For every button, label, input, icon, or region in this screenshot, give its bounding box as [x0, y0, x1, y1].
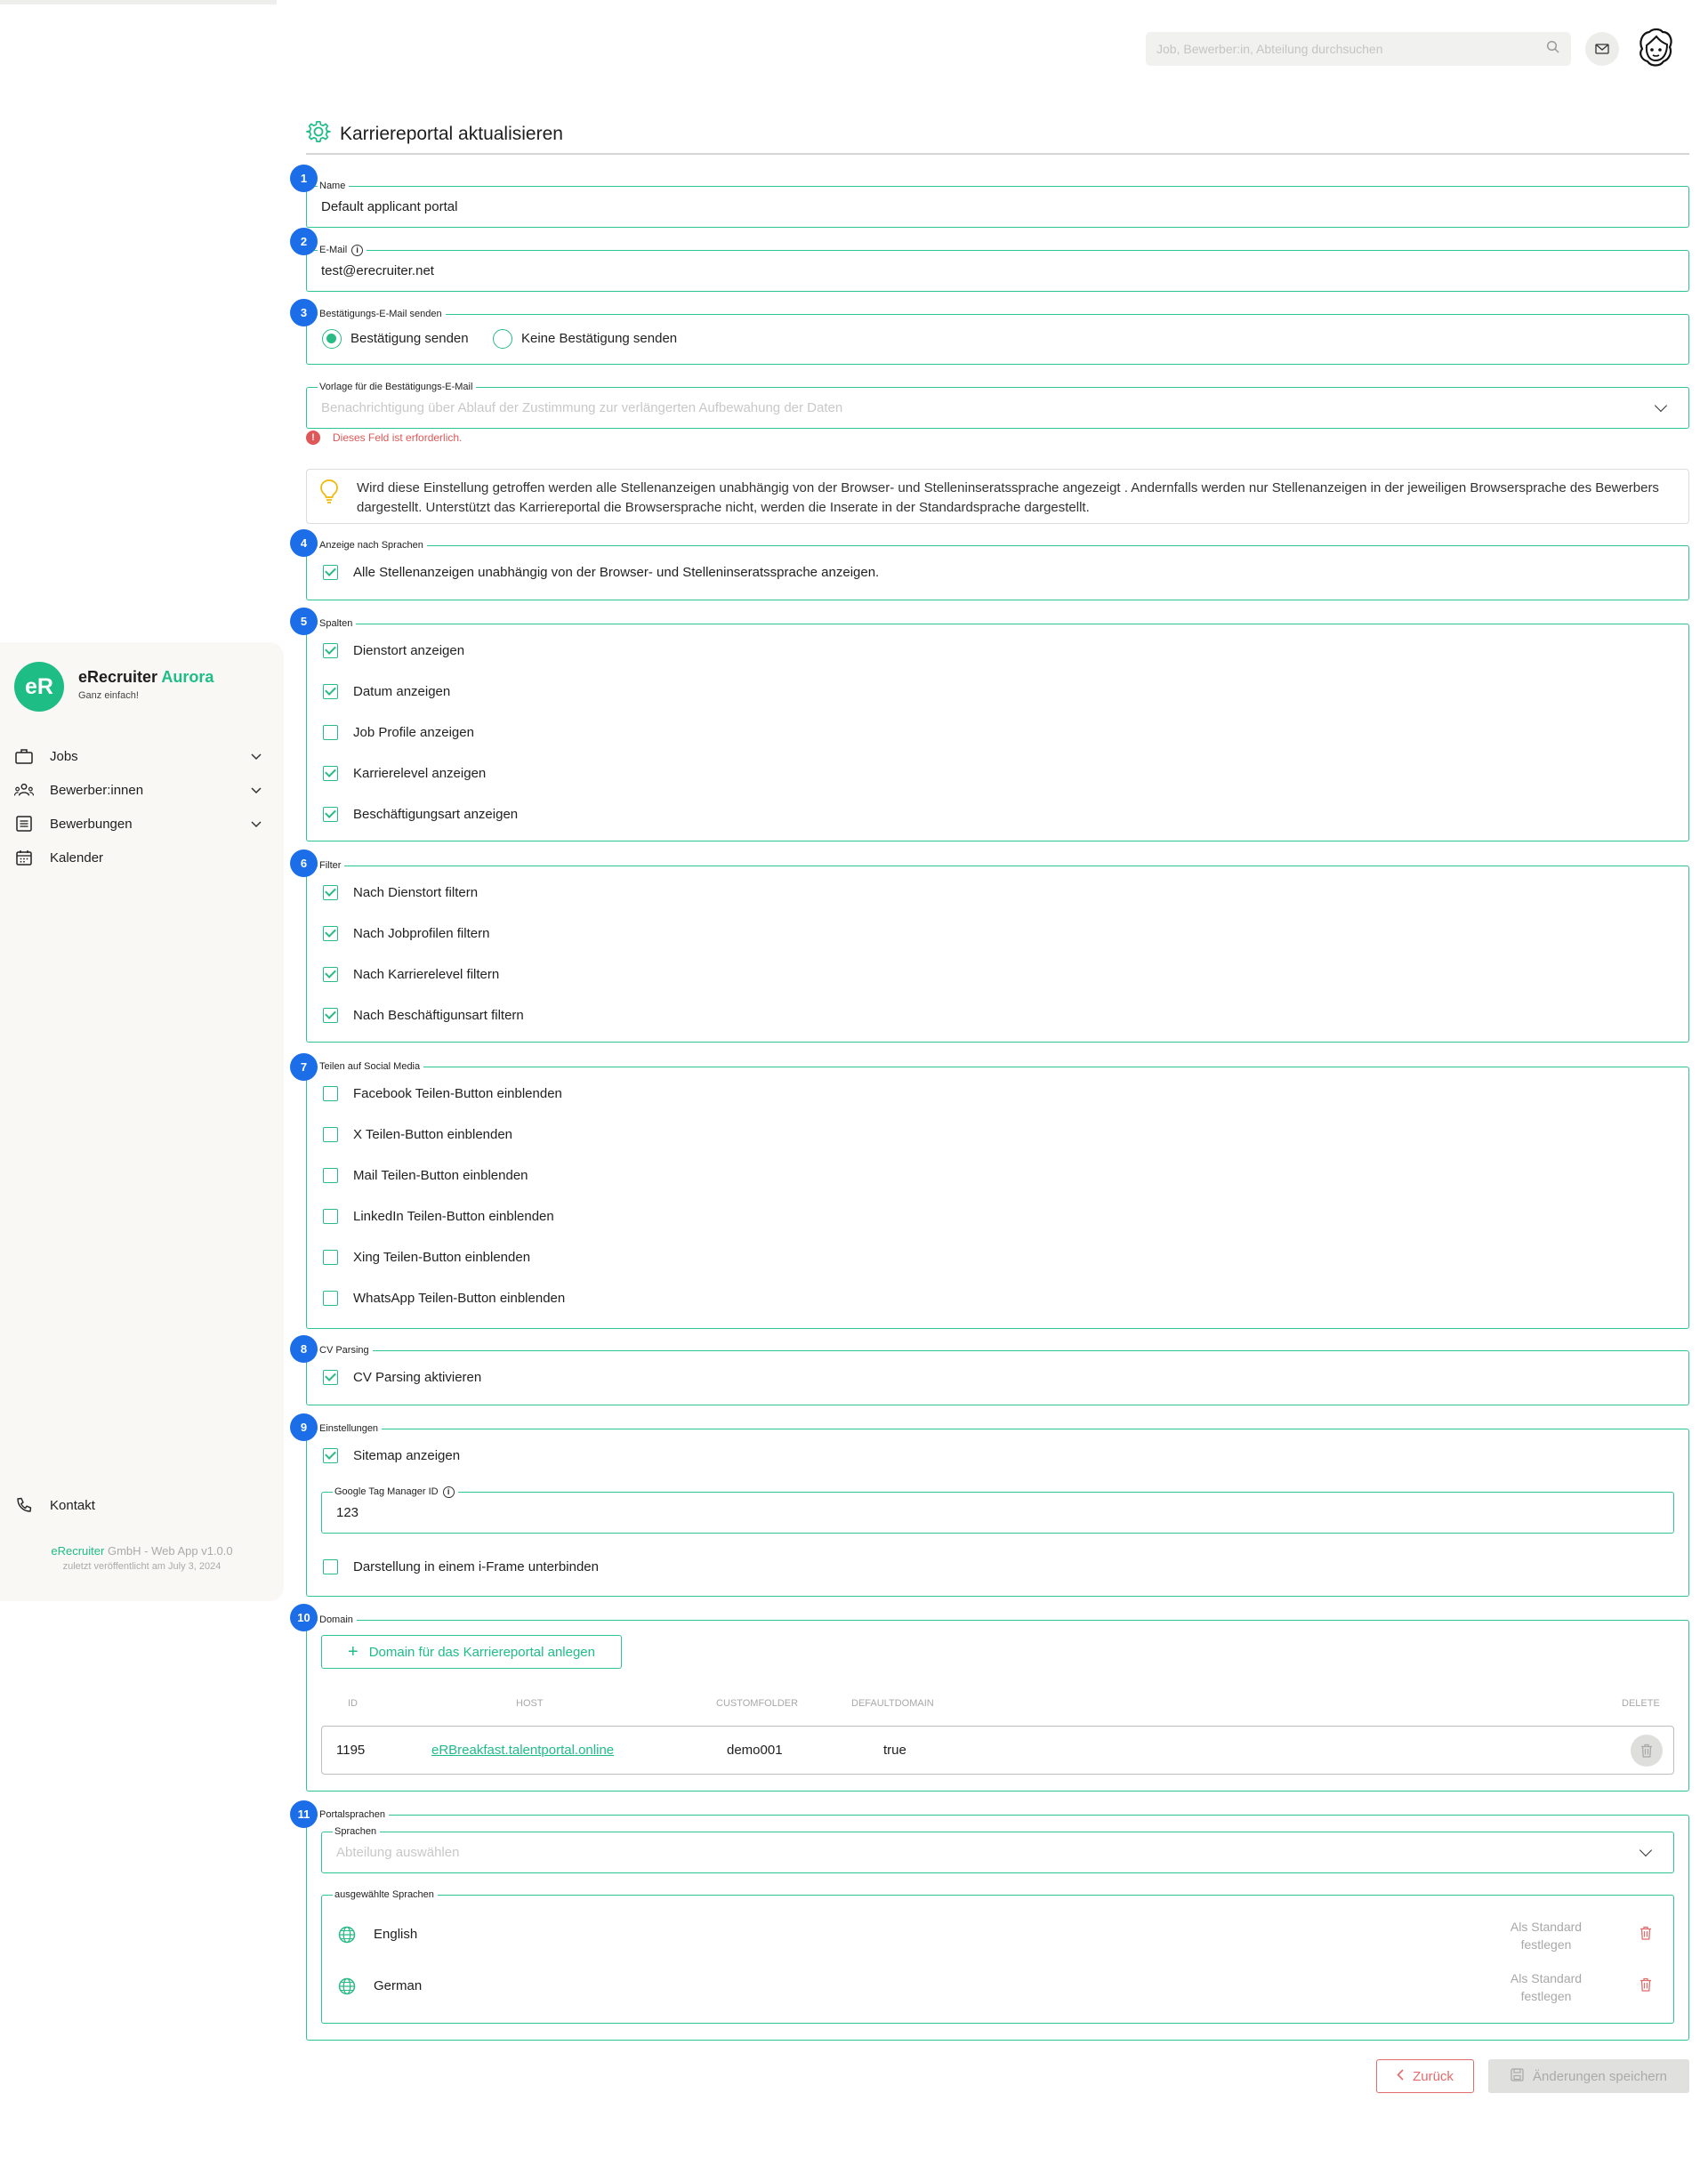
chevron-down-icon[interactable]: [251, 749, 262, 764]
sidebar-item-contact[interactable]: [14, 1492, 262, 1518]
settings-group: [306, 1423, 1689, 1597]
users-icon: [14, 780, 34, 800]
checkbox-x[interactable]: [323, 1127, 338, 1142]
set-default-line1: Als Standard: [1510, 1920, 1583, 1934]
checkbox-location[interactable]: [323, 643, 338, 658]
gtm-value[interactable]: 123: [336, 1505, 359, 1520]
error-icon: !: [306, 431, 320, 445]
step-badge: 8: [290, 1335, 318, 1363]
back-button[interactable]: [1376, 2059, 1474, 2093]
language-select[interactable]: [321, 1826, 1674, 1873]
language-select-placeholder[interactable]: Abteilung auswählen: [336, 1845, 460, 1860]
footer-version: GmbH - Web App v1.0.0: [107, 1544, 233, 1558]
error-text: Dieses Feld ist erforderlich.: [333, 431, 463, 444]
radio-send-confirmation[interactable]: [322, 329, 342, 349]
page-header: [306, 119, 563, 149]
checkbox-label[interactable]: Datum anzeigen: [353, 684, 451, 699]
step-badge: 5: [290, 608, 318, 635]
chevron-down-icon[interactable]: [1655, 399, 1667, 412]
checkbox-label[interactable]: Beschäftigungsart anzeigen: [353, 807, 519, 822]
checkbox-whatsapp[interactable]: [323, 1291, 338, 1306]
chevron-down-icon[interactable]: [1640, 1844, 1652, 1856]
trash-icon: [1640, 1743, 1653, 1758]
name-value[interactable]: Default applicant portal: [321, 199, 458, 214]
checkbox-label[interactable]: Mail Teilen-Button einblenden: [353, 1168, 528, 1183]
brand-accent: Aurora: [161, 668, 214, 686]
checkbox-label[interactable]: Nach Beschäftigunsart filtern: [353, 1008, 524, 1023]
app-version: [0, 1544, 284, 1558]
brand-tagline: Ganz einfach!: [78, 690, 139, 701]
checkbox-linkedin[interactable]: [323, 1209, 338, 1224]
list-icon: [14, 814, 34, 833]
title-divider: [306, 153, 1689, 155]
trash-icon[interactable]: [1640, 1977, 1652, 1996]
back-label: Zurück: [1413, 2068, 1454, 2084]
checkbox-career-level[interactable]: [323, 766, 338, 781]
globe-icon: [338, 1926, 356, 1948]
radio-label[interactable]: Bestätigung senden: [350, 331, 469, 346]
publish-date: zuletzt veröffentlicht am July 3, 2024: [62, 1561, 222, 1572]
step-badge: 9: [290, 1413, 318, 1441]
email-label-text: E-Mail: [319, 245, 348, 255]
domain-host-link[interactable]: eRBreakfast.talentportal.online: [431, 1743, 615, 1758]
column-header-delete: DELETE: [1622, 1698, 1660, 1709]
checkbox-job-profile[interactable]: [323, 725, 338, 740]
top-divider: [0, 0, 277, 4]
template-select[interactable]: [306, 382, 1689, 429]
radio-no-confirmation[interactable]: [493, 329, 512, 349]
info-icon[interactable]: i: [443, 1486, 455, 1498]
calendar-icon: [14, 848, 34, 867]
checkbox-label[interactable]: CV Parsing aktivieren: [353, 1370, 482, 1385]
sidebar-item-label: Bewerber:innen: [50, 782, 144, 798]
phone-icon: [14, 1495, 34, 1515]
globe-icon: [338, 1977, 356, 2000]
checkbox-filter-location[interactable]: [323, 885, 338, 900]
avatar[interactable]: [1633, 26, 1678, 70]
mail-icon: [1595, 44, 1609, 54]
sidebar-item-applicants[interactable]: [14, 777, 262, 803]
portal-languages-group: [306, 1809, 1689, 2041]
sidebar-item-calendar[interactable]: [14, 844, 262, 871]
confirmation-radio-group: [306, 309, 1689, 365]
group-label: Portalsprachen: [318, 1808, 389, 1821]
table-row: [321, 1726, 1674, 1775]
email-field[interactable]: [306, 245, 1689, 292]
radio-label[interactable]: Keine Bestätigung senden: [521, 331, 678, 346]
set-default-line2: festlegen: [1520, 1937, 1572, 1952]
selected-languages-label: ausgewählte Sprachen: [333, 1888, 438, 1901]
template-label: Vorlage für die Bestätigungs-E-Mail: [318, 381, 476, 393]
hint-text: Wird diese Einstellung getroffen werden alle Stellenanzeigen unabhängig von der Browser- und Stelleninseratssprache angezeigt . Andernfalls werden nur Stellenanzeigen in der jeweiligen Browsersprache des Bewerbers dargestellt. Unterstützt das Karriereportal die Browsersprache nicht, werden die Inserate in der Standardsprache dargestellt.: [357, 480, 1659, 515]
gtm-label-text: Google Tag Manager ID: [334, 1486, 439, 1497]
email-label: [318, 244, 367, 256]
group-label: Teilen auf Social Media: [318, 1060, 423, 1073]
chevron-left-icon: [1397, 2069, 1404, 2084]
domain-group: [306, 1614, 1689, 1792]
delete-domain-button[interactable]: [1631, 1735, 1663, 1767]
checkbox-iframe[interactable]: [323, 1559, 338, 1574]
step-badge: 2: [290, 228, 318, 255]
group-label: Spalten: [318, 617, 356, 630]
template-error: [306, 431, 462, 445]
page-title: Karriereportal aktualisieren: [340, 123, 563, 144]
sidebar-item-jobs[interactable]: [14, 743, 262, 769]
checkbox-label[interactable]: Dienstort anzeigen: [353, 643, 465, 658]
mail-button[interactable]: [1585, 32, 1619, 66]
add-domain-button[interactable]: [321, 1635, 622, 1669]
filter-group: [306, 860, 1689, 1043]
checkbox-label[interactable]: Sitemap anzeigen: [353, 1448, 461, 1463]
checkbox-facebook[interactable]: [323, 1086, 338, 1101]
info-icon[interactable]: i: [351, 245, 363, 256]
step-badge: 11: [290, 1800, 318, 1828]
language-name: German: [374, 1978, 423, 1993]
search-icon[interactable]: [1546, 40, 1560, 59]
column-header-defaultdomain: DEFAULTDOMAIN: [851, 1698, 934, 1709]
checkbox-all-languages[interactable]: [323, 565, 338, 580]
checkbox-label[interactable]: Karrierelevel anzeigen: [353, 766, 487, 781]
sidebar-item-label: Kalender: [50, 849, 104, 866]
checkbox-label[interactable]: Nach Jobprofilen filtern: [353, 926, 490, 941]
set-default-line2: festlegen: [1520, 1989, 1572, 2003]
sidebar-item-applications[interactable]: [14, 810, 262, 837]
group-label: Domain: [318, 1614, 357, 1626]
brand-text: eRecruiter: [78, 668, 158, 686]
chevron-down-icon[interactable]: [251, 783, 262, 798]
checkbox-label[interactable]: Nach Dienstort filtern: [353, 885, 479, 900]
cv-parsing-group: [306, 1345, 1689, 1405]
footer-brand-link[interactable]: eRecruiter: [51, 1544, 105, 1558]
step-badge: 7: [290, 1053, 318, 1081]
sidebar-item-label: Bewerbungen: [50, 816, 133, 832]
checkbox-label[interactable]: WhatsApp Teilen-Button einblenden: [353, 1291, 566, 1306]
gtm-id-field[interactable]: [321, 1486, 1674, 1534]
confirmation-label: Bestätigungs-E-Mail senden: [318, 308, 446, 320]
sidebar: [0, 642, 284, 1601]
checkbox-label[interactable]: Xing Teilen-Button einblenden: [353, 1250, 531, 1265]
gtm-label: [333, 1486, 458, 1498]
checkbox-filter-job-profiles[interactable]: [323, 926, 338, 941]
checkbox-label[interactable]: Facebook Teilen-Button einblenden: [353, 1086, 562, 1101]
checkbox-label[interactable]: X Teilen-Button einblenden: [353, 1127, 513, 1142]
save-label: Änderungen speichern: [1533, 2068, 1667, 2084]
domain-customfolder: demo001: [727, 1743, 783, 1758]
group-label: Filter: [318, 859, 344, 872]
set-default-button[interactable]: [1497, 1969, 1595, 2005]
template-placeholder[interactable]: Benachrichtigung über Ablauf der Zustimmung zur verlängerten Aufbewahung der Daten: [321, 400, 843, 415]
set-default-line1: Als Standard: [1510, 1971, 1583, 1985]
plus-icon: +: [348, 1642, 359, 1662]
step-badge: 3: [290, 299, 318, 326]
checkbox-mail[interactable]: [323, 1168, 338, 1183]
sidebar-item-label: Kontakt: [50, 1497, 95, 1513]
checkbox-label[interactable]: Nach Karrierelevel filtern: [353, 967, 500, 982]
lightbulb-icon: [319, 479, 339, 508]
checkbox-filter-career-level[interactable]: [323, 967, 338, 982]
brand-name: [78, 668, 214, 687]
name-field[interactable]: [306, 181, 1689, 228]
name-label: Name: [318, 180, 349, 192]
domain-id: 1195: [336, 1743, 366, 1758]
chevron-down-icon[interactable]: [251, 817, 262, 832]
checkbox-employment-type[interactable]: [323, 807, 338, 822]
language-display-group: [306, 540, 1689, 600]
email-value[interactable]: test@erecruiter.net: [321, 263, 434, 278]
checkbox-label[interactable]: LinkedIn Teilen-Button einblenden: [353, 1209, 554, 1224]
checkbox-label[interactable]: Darstellung in einem i-Frame unterbinden: [353, 1559, 599, 1574]
save-icon: [1511, 2068, 1524, 2085]
global-search[interactable]: [1146, 32, 1571, 66]
checkbox-date[interactable]: [323, 684, 338, 699]
language-select-label: Sprachen: [333, 1825, 380, 1838]
checkbox-label[interactable]: Job Profile anzeigen: [353, 725, 474, 740]
column-header-host: HOST: [516, 1698, 544, 1709]
step-badge: 1: [290, 165, 318, 192]
checkbox-cv-parsing[interactable]: [323, 1370, 338, 1385]
add-domain-label: Domain für das Karriereportal anlegen: [368, 1644, 595, 1660]
save-button[interactable]: [1488, 2059, 1689, 2093]
sidebar-item-label: Jobs: [50, 748, 78, 764]
search-input[interactable]: [1156, 42, 1546, 56]
step-badge: 6: [290, 849, 318, 877]
checkbox-filter-employment-type[interactable]: [323, 1008, 338, 1023]
group-label: CV Parsing: [318, 1344, 373, 1357]
domain-default: true: [883, 1743, 906, 1758]
group-label: Anzeige nach Sprachen: [318, 539, 427, 552]
step-badge: 4: [290, 529, 318, 557]
gear-icon: [306, 119, 331, 149]
trash-icon[interactable]: [1640, 1926, 1652, 1945]
language-name: English: [374, 1927, 418, 1942]
columns-group: [306, 618, 1689, 841]
hint-box: [306, 469, 1689, 524]
group-label: Einstellungen: [318, 1422, 382, 1435]
checkbox-sitemap[interactable]: [323, 1448, 338, 1463]
set-default-button[interactable]: [1497, 1918, 1595, 1953]
briefcase-icon: [14, 746, 34, 766]
column-header-id: ID: [348, 1698, 358, 1709]
selected-languages: [321, 1889, 1674, 2024]
step-badge: 10: [290, 1604, 318, 1631]
checkbox-xing[interactable]: [323, 1250, 338, 1265]
social-group: [306, 1061, 1689, 1329]
logo[interactable]: eR: [14, 662, 64, 712]
column-header-customfolder: CUSTOMFOLDER: [716, 1698, 799, 1709]
checkbox-label[interactable]: Alle Stellenanzeigen unabhängig von der Browser- und Stelleninseratssprache anzeigen.: [353, 565, 880, 580]
